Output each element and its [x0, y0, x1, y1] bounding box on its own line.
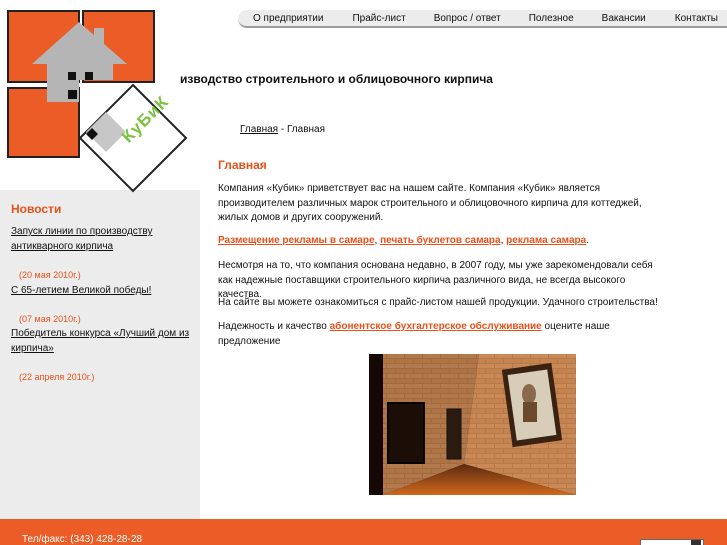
- counter-icon: [691, 540, 701, 545]
- accounting-link[interactable]: абонентское бухгалтерское обслуживание: [329, 321, 542, 332]
- nav-item-useful[interactable]: Полезное: [528, 12, 574, 24]
- logo-text: КуБиК: [118, 92, 173, 147]
- footer: [0, 519, 727, 545]
- nav-item-pricelist[interactable]: Прайс-лист: [352, 12, 406, 24]
- intro-paragraph: Компания «Кубик» приветствует вас на нашем сайте. Компания «Кубик» является производителем различных марок строительного и облицовочного кирпича для коттеджей, жилых домов и других сооружений.: [218, 183, 642, 223]
- footer-phone: Тел/факс: (343) 428-28-28: [22, 534, 142, 545]
- news-item-date: (20 мая 2010г.): [19, 270, 81, 280]
- ad-link-advertising[interactable]: реклама самара: [506, 235, 587, 246]
- page-title: Главная: [218, 158, 267, 172]
- news-item-link[interactable]: Победитель конкурса «Лучший дом из кирпича»: [11, 328, 190, 354]
- ad-link-placement[interactable]: Размещение рекламы в самаре: [218, 235, 375, 246]
- breadcrumb: [240, 124, 325, 135]
- nav-item-about[interactable]: О предприятии: [253, 12, 324, 24]
- site-title: изводство строительного и облицовочного кирпича: [180, 72, 493, 86]
- site-logo[interactable]: [0, 0, 200, 195]
- counter-badge[interactable]: [640, 539, 704, 545]
- news-item-link[interactable]: С 65-летием Великой победы!: [11, 285, 152, 296]
- news-item-date: (07 мая 2010г.): [19, 314, 81, 324]
- breadcrumb-separator: -: [278, 124, 287, 135]
- ad-links-paragraph: [218, 234, 668, 249]
- nav-item-vacancies[interactable]: Вакансии: [601, 12, 646, 24]
- history-paragraph: Несмотря на то, что компания основана недавно, в 2007 году, мы уже зарекомендовали себя как надежные поставщики строительного кирпича различного вида, не всегда высокого качества.: [218, 260, 653, 300]
- ad-separator: ,: [374, 235, 381, 246]
- quality-text-after: оцените наше предложение: [218, 321, 610, 347]
- ad-end: .: [586, 235, 589, 246]
- news-item-link[interactable]: Запуск линии по производству антикварного кирпича: [11, 226, 153, 252]
- logo-graphic: [0, 0, 200, 195]
- pricelist-paragraph: На сайте вы можете ознакомиться с прайс-листом нашей продукции. Удачного строительства!: [218, 297, 658, 308]
- ad-link-booklets[interactable]: печать буклетов самара: [380, 235, 501, 246]
- ad-separator: ,: [500, 235, 507, 246]
- quality-text-before: Надежность и качество: [218, 321, 330, 332]
- top-navigation: [238, 10, 727, 28]
- news-title: Новости: [11, 202, 62, 216]
- nav-item-contacts[interactable]: Контакты: [674, 12, 718, 24]
- breadcrumb-home-link[interactable]: Главная: [240, 124, 279, 135]
- news-item-date: (22 апреля 2010г.): [19, 372, 95, 382]
- breadcrumb-current: Главная: [286, 124, 326, 135]
- quality-paragraph: [218, 320, 668, 349]
- interior-photo: [369, 354, 576, 495]
- nav-item-faq[interactable]: Вопрос / ответ: [433, 12, 501, 24]
